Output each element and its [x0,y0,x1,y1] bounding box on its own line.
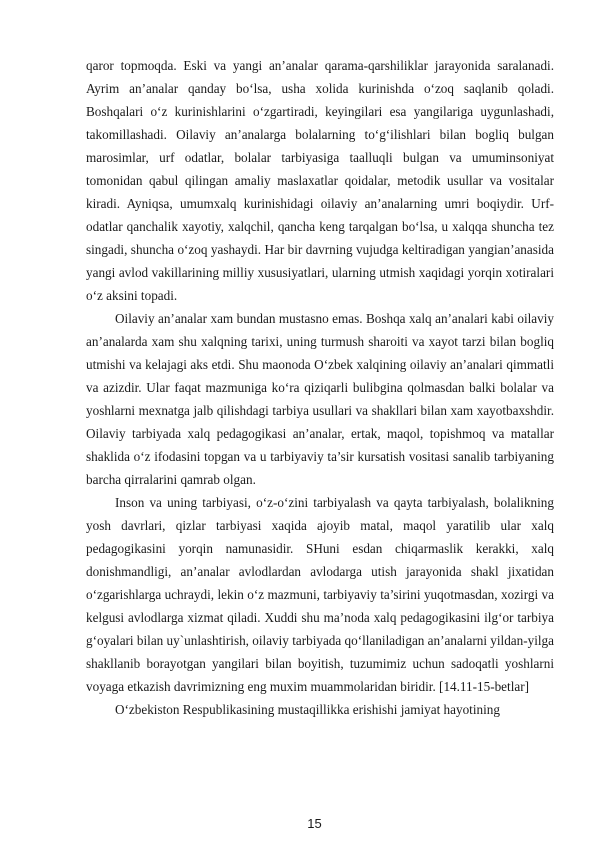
paragraph-independence: O‘zbekiston Respublikasining mustaqillikka erishishi jamiyat hayotining [115,702,500,717]
paragraph-family-traditions: Oilaviy an’analar xam bundan mustasno emas. Boshqa xalq an’analari kabi oilaviy an’analarda xam shu xalqning tarixi, uning turmush sharoiti va xayot tarzi bilan bogliq utmishi va kelajagi aks etdi. Shu maonoda O‘zbek xalqining oilaviy an’analari qimmatli va azizdir. Ular faqat mazmuniga ko‘ra qiziqarli bulibgina qolmasdan balki bolalar va yoshlarni mexnatga jalb qilishdagi tarbiya usullari va shakllari bilan xam xayotbaxshdir. Oilaviy tarbiyada xalq pedagogikasi an’analar, ertak, maqol, topishmoq va matallar shaklida o‘z ifodasini topgan va u tarbiyaviy ta’sir kursatish vositasi sanalib tarbiyaning barcha qirralarini qamrab olgan. [86,311,554,487]
paragraph-upbringing: Inson va uning tarbiyasi, o‘z-o‘zini tarbiyalash va qayta tarbiyalash, bolalikning yosh davrlari, qizlar tarbiyasi xaqida ajoyib matal, maqol yaratilib ular xalq pedagogikasini yorqin namunasidir. SHuni esdan chiqarmaslik kerakki, xalq donishmandligi, an’analar avlodlardan avlodarga utish jarayonida shakl jixatidan o‘zgarishlarga uchraydi, lekin o‘z mazmuni, tarbiyaviy ta’sirini yuqotmasdan, xozirgi va kelgusi avlodlarga xizmat qiladi. Xuddi shu ma’noda xalq pedagogikasini ilg‘or tarbiya g‘oyalari bilan uy`unlashtirish, oilaviy tarbiyada qo‘llaniladigan an’analarni yildan-yilga shakllanib borayotgan yangilari bilan boyitish, tuzumimiz uchun sadoqatli yoshlarni voyaga etkazish davrimizning eng muxim muammolaridan biridir. [14.11-15-betlar] [86,495,555,694]
page-number: 15 [307,816,322,831]
paragraph-continuation: qaror topmoqda. Eski va yangi an’analar qarama-qarshiliklar jarayonida saralanadi. Ayrim an’analar qanday bo‘lsa, usha xolida kurinishda o‘zoq saqlanib qoladi. Boshqalari o‘z kurinishlarini o‘zgartiradi, keyingilari esa yangilariga uygunlashadi, takomillashadi. Oilaviy an’analarga bolalarning to‘g‘ilishlari bilan bogliq bulgan marosimlar, urf odatlar, bolalar tarbiyasiga taalluqli bulgan va umuminsoniyat tomonidan qabul qilingan amaliy maslaxatlar qoidalar, metodik usullar va vositalar kiradi. Ayniqsa, umumxalq kurinishidagi oilaviy an’analarning umri boqiydir. Urf-odatlar qanchalik xayotiy, xalqchil, qancha keng tarqalgan bo‘lsa, u xalqqa shuncha tez singadi, shuncha o‘zoq yashaydi. Har bir davrning vujudga keltiradigan yangian’anasida yangi avlod vakillarining milliy xususiyatlari, ularning utmish xaqidagi yorqin xotiralari o‘z aksini topadi. [86,58,554,303]
document-body [86,54,554,721]
